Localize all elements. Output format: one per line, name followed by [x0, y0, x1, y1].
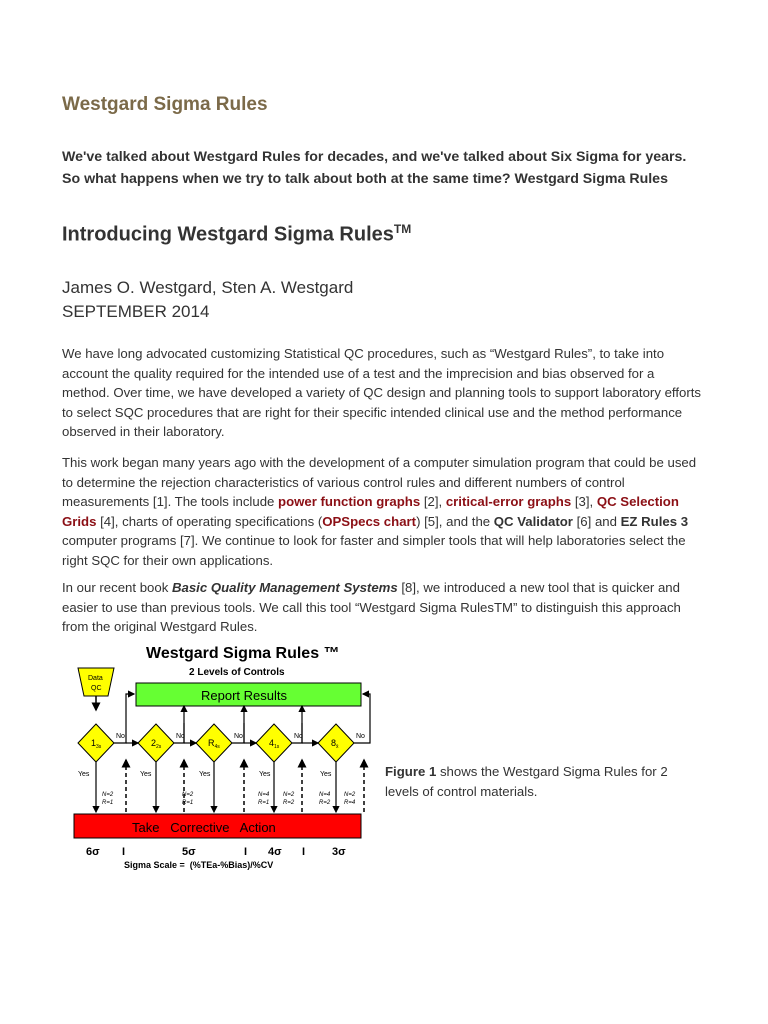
- no-label-4: No: [294, 733, 303, 740]
- yes-arrows: [96, 762, 336, 812]
- sigma-scale: [86, 846, 346, 870]
- svg-text:R=1: R=1: [258, 800, 270, 806]
- power-function-graphs-link[interactable]: power function graphs: [278, 494, 421, 510]
- ref-link-1[interactable]: 1: [156, 494, 164, 510]
- rule-r4s: [196, 724, 232, 762]
- ref-link-7[interactable]: 7: [183, 533, 192, 549]
- article-heading: [62, 222, 411, 247]
- svg-text:R=1: R=1: [182, 800, 194, 806]
- svg-text:QC: QC: [91, 685, 102, 692]
- figure-subtitle: 2 Levels of Controls: [189, 667, 285, 678]
- page-title: Westgard Sigma Rules: [62, 94, 268, 115]
- svg-text:N=4: N=4: [319, 792, 331, 798]
- svg-text:41s: $4_{1s}$: [269, 738, 280, 750]
- svg-text:4σ: 4σ: [268, 846, 282, 858]
- critical-error-graphs-link[interactable]: critical-error graphs: [445, 494, 572, 510]
- svg-text:I: I: [244, 846, 248, 858]
- no-label-1: No: [116, 733, 125, 740]
- no-label-3: No: [234, 733, 243, 740]
- opspecs-chart-link[interactable]: OPSpecs chart: [322, 513, 417, 529]
- yes-label-2: Yes: [140, 771, 152, 778]
- rule-4-1s: [256, 724, 292, 762]
- authors: James O. Westgard, Sten A. Westgard: [62, 278, 354, 297]
- svg-text:13s: $1_{3s}$: [91, 738, 102, 750]
- ref-link-6[interactable]: 6: [580, 513, 588, 529]
- ref-link-2[interactable]: 2: [427, 494, 435, 510]
- yes-label-3: Yes: [199, 771, 211, 778]
- svg-text:I: I: [122, 846, 126, 858]
- svg-text:I: I: [302, 846, 306, 858]
- svg-text:R=4: R=4: [344, 800, 356, 806]
- yes-label-5: Yes: [320, 771, 332, 778]
- svg-text:R=2: R=2: [283, 800, 295, 806]
- book-paragraph: In our recent book Basic Quality Management Systems [8], we introduced a new tool that is quicker and easier to use than previous tools. We call this tool “Westgard Sigma RulesTM” to distinguish this approach from the original Westgard Rules.: [62, 580, 681, 635]
- no-label-5: No: [356, 733, 365, 740]
- book-title: Basic Quality Management Systems: [171, 580, 398, 595]
- no-label-2: No: [176, 733, 185, 740]
- svg-text:N=2: N=2: [344, 792, 356, 798]
- ref-link-4[interactable]: 4: [103, 513, 112, 529]
- figure-caption: Figure 1 shows the Westgard Sigma Rules for 2 levels of control materials.: [385, 764, 668, 799]
- ez-rules-label: EZ Rules 3: [620, 513, 689, 529]
- yes-label-4: Yes: [259, 771, 271, 778]
- svg-text:5σ: 5σ: [182, 846, 196, 858]
- intro-paragraph: We have long advocated customizing Statistical QC procedures, such as “Westgard Rules”, to take into account the quality required for the intended use of a test and the imprecision and bias observed for a method. Over time, we have developed a variety of QC design and planning tools to support laboratory efforts to select SQC procedures that are right for their specific intended clinical use and the method performance observed in their laboratory.: [62, 346, 701, 440]
- tools-paragraph: This work began many years ago with the development of a computer simulation program that could be used to determine the rejection characteristics of various control rules and different numbers of control measurements [1]. The tools include power function graphs [2], critical-error graphs [3], QC Selection Grids [4], charts of operating specifications (OPSpecs chart) [5], and the QC Validator [6] and EZ Rules 3 computer programs [7]. We continue to look for faster and simpler tools that will help laboratories select the right SQC for their own applications.: [62, 455, 697, 568]
- yes-label-1: Yes: [78, 771, 90, 778]
- svg-text:R=2: R=2: [319, 800, 331, 806]
- svg-text:8x̄: $8_{x̄}$: [331, 738, 339, 750]
- svg-text:22s: $2_{2s}$: [151, 738, 162, 750]
- svg-text:Data: Data: [88, 675, 103, 682]
- publication-date: SEPTEMBER 2014: [62, 302, 210, 321]
- corrective-action-label: Take Corrective Action: [132, 820, 276, 835]
- svg-text:N=4: N=4: [258, 792, 270, 798]
- svg-text:3σ: 3σ: [332, 846, 346, 858]
- ref-link-5[interactable]: 5: [427, 513, 436, 529]
- flowchart-svg: [64, 638, 384, 878]
- rule-1-3s: [78, 724, 114, 762]
- n-r-labels: [102, 792, 356, 806]
- qc-validator-label: QC Validator: [493, 513, 573, 529]
- svg-text:N=2: N=2: [283, 792, 295, 798]
- ref-link-8[interactable]: 8: [405, 580, 413, 595]
- svg-text:R=1: R=1: [102, 800, 114, 806]
- report-results-label: Report Results: [201, 688, 287, 703]
- figure-label: Figure 1: [385, 764, 437, 779]
- svg-text:N=2: N=2: [102, 792, 114, 798]
- trademark-mark: TM: [393, 222, 412, 236]
- byline: [62, 276, 353, 324]
- svg-text:6σ: 6σ: [86, 846, 100, 858]
- qc-selection-grids-link[interactable]: QC Selection Grids: [62, 494, 679, 529]
- data-qc-box: [78, 668, 114, 696]
- westgard-sigma-rules-diagram: [64, 638, 384, 878]
- ref-link-3[interactable]: 3: [578, 494, 586, 510]
- rule-2-2s: [138, 724, 174, 762]
- article-heading-text: Introducing Westgard Sigma Rules: [62, 223, 394, 246]
- figure-title: Westgard Sigma Rules ™: [146, 645, 340, 662]
- rule-8x: [318, 724, 354, 762]
- svg-text:R4s: $R_{4s}$: [208, 738, 220, 750]
- lead-paragraph: We've talked about Westgard Rules for decades, and we've talked about Six Sigma for years. So what happens when we try to talk about both at the same time? Westgard Sigma Rules: [62, 149, 687, 187]
- sigma-scale-formula: Sigma Scale = (%TEa-%Bias)/%CV: [124, 860, 274, 870]
- svg-text:N=2: N=2: [182, 792, 194, 798]
